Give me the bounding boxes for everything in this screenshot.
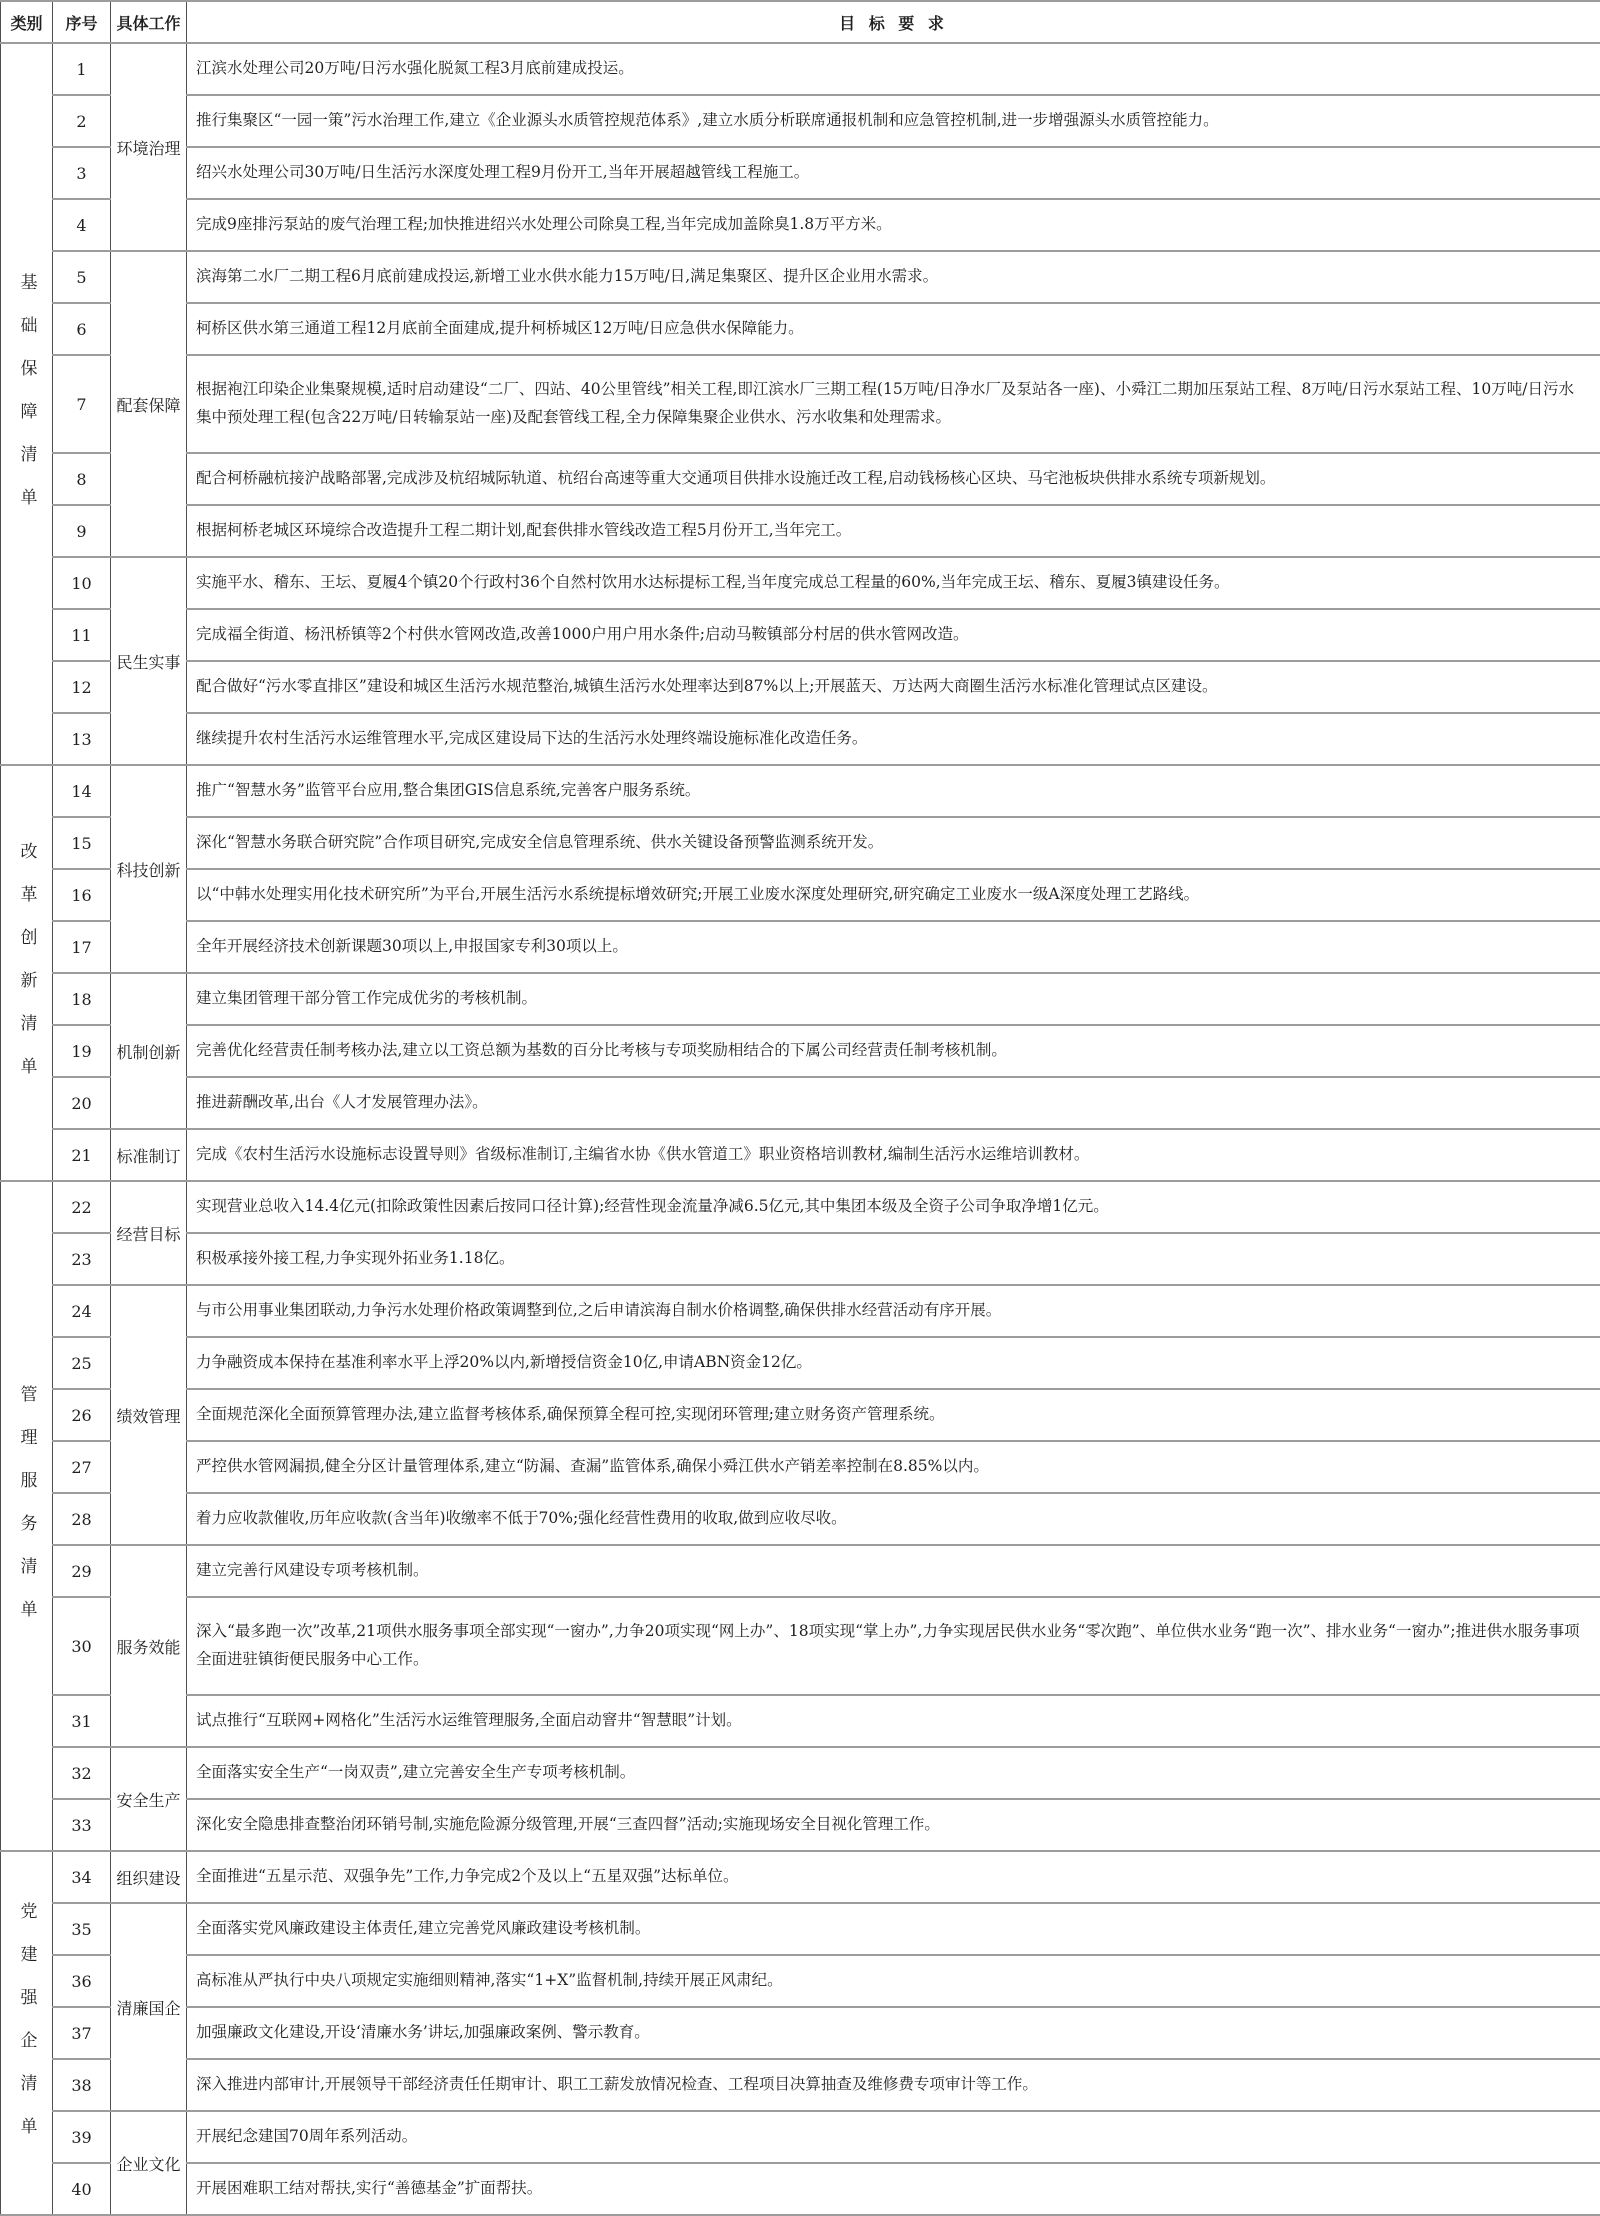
row-number-cell: 17 <box>53 921 111 973</box>
row-number-cell: 25 <box>53 1337 111 1389</box>
target-cell: 全面落实党风廉政建设主体责任,建立完善党风廉政建设考核机制。 <box>187 1903 1600 1955</box>
target-cell: 严控供水管网漏损,健全分区计量管理体系,建立“防漏、查漏”监管体系,确保小舜江供水产销差率控制在8.85%以内。 <box>187 1441 1600 1493</box>
target-cell: 推进薪酬改革,出台《人才发展管理办法》。 <box>187 1077 1600 1129</box>
target-cell: 高标准从严执行中央八项规定实施细则精神,落实“1+X”监督机制,持续开展正风肃纪。 <box>187 1955 1600 2007</box>
table-row <box>1 1077 1600 1129</box>
row-number-cell: 16 <box>53 869 111 921</box>
work-group-cell: 组织建设 <box>111 1851 187 1903</box>
row-number-cell: 4 <box>53 199 111 251</box>
target-cell: 深化“智慧水务联合研究院”合作项目研究,完成安全信息管理系统、供水关键设备预警监测系统开发。 <box>187 817 1600 869</box>
category-label: 党建强企清单 <box>2 1902 52 2160</box>
target-cell: 实现营业总收入14.4亿元(扣除政策性因素后按同口径计算);经营性现金流量净减6.5亿元,其中集团本级及全资子公司争取净增1亿元。 <box>187 1181 1600 1233</box>
target-cell: 以“中韩水处理实用化技术研究所”为平台,开展生活污水系统提标增效研究;开展工业废水深度处理研究,研究确定工业废水一级A深度处理工艺路线。 <box>187 869 1600 921</box>
row-number-cell: 12 <box>53 661 111 713</box>
row-number-cell: 21 <box>53 1129 111 1181</box>
target-cell: 开展困难职工结对帮扶,实行“善德基金”扩面帮扶。 <box>187 2163 1600 2215</box>
table-row <box>1 1441 1600 1493</box>
row-number-cell: 28 <box>53 1493 111 1545</box>
row-number-cell: 10 <box>53 557 111 609</box>
row-number-cell: 23 <box>53 1233 111 1285</box>
row-number-cell: 35 <box>53 1903 111 1955</box>
target-cell: 柯桥区供水第三通道工程12月底前全面建成,提升柯桥城区12万吨/日应急供水保障能力。 <box>187 303 1600 355</box>
table-row <box>1 1493 1600 1545</box>
table-row <box>1 1285 1600 1337</box>
row-number-cell: 19 <box>53 1025 111 1077</box>
target-cell: 建立完善行风建设专项考核机制。 <box>187 1545 1600 1597</box>
row-number-cell: 2 <box>53 95 111 147</box>
target-cell: 深入“最多跑一次”改革,21项供水服务事项全部实现“一窗办”,力争20项实现“网上办”、18项实现“掌上办”,力争实现居民供水业务“零次跑”、单位供水业务“跑一次”、排水业务“一窗办”;推进供水服务事项全面进驻镇街便民服务中心工作。 <box>187 1597 1600 1695</box>
work-group-cell: 环境治理 <box>111 43 187 251</box>
row-number-cell: 6 <box>53 303 111 355</box>
row-number-cell: 14 <box>53 765 111 817</box>
target-cell: 积极承接外接工程,力争实现外拓业务1.18亿。 <box>187 1233 1600 1285</box>
row-number-cell: 30 <box>53 1597 111 1695</box>
row-number-cell: 18 <box>53 973 111 1025</box>
target-cell: 全面规范深化全面预算管理办法,建立监督考核体系,确保预算全程可控,实现闭环管理;建立财务资产管理系统。 <box>187 1389 1600 1441</box>
table-row <box>1 765 1600 817</box>
target-cell: 滨海第二水厂二期工程6月底前建成投运,新增工业水供水能力15万吨/日,满足集聚区、提升区企业用水需求。 <box>187 251 1600 303</box>
table-row <box>1 2163 1600 2215</box>
table-row <box>1 557 1600 609</box>
row-number-cell: 31 <box>53 1695 111 1747</box>
work-group-cell: 经营目标 <box>111 1181 187 1285</box>
target-cell: 江滨水处理公司20万吨/日污水强化脱氮工程3月底前建成投运。 <box>187 43 1600 95</box>
category-cell <box>1 1181 53 1851</box>
table-row <box>1 1955 1600 2007</box>
row-number-cell: 34 <box>53 1851 111 1903</box>
row-number-cell: 32 <box>53 1747 111 1799</box>
target-cell: 试点推行“互联网+网格化”生活污水运维管理服务,全面启动窨井“智慧眼”计划。 <box>187 1695 1600 1747</box>
target-cell: 实施平水、稽东、王坛、夏履4个镇20个行政村36个自然村饮用水达标提标工程,当年度完成总工程量的60%,当年完成王坛、稽东、夏履3镇建设任务。 <box>187 557 1600 609</box>
header-number: 序号 <box>53 1 111 43</box>
row-number-cell: 3 <box>53 147 111 199</box>
target-cell: 继续提升农村生活污水运维管理水平,完成区建设局下达的生活污水处理终端设施标准化改造任务。 <box>187 713 1600 765</box>
table-row <box>1 869 1600 921</box>
work-group-cell: 绩效管理 <box>111 1285 187 1545</box>
table-row <box>1 1851 1600 1903</box>
row-number-cell: 13 <box>53 713 111 765</box>
row-number-cell: 27 <box>53 1441 111 1493</box>
target-cell: 深入推进内部审计,开展领导干部经济责任任期审计、职工工薪发放情况检查、工程项目决算抽查及维修费专项审计等工作。 <box>187 2059 1600 2111</box>
row-number-cell: 7 <box>53 355 111 453</box>
table-row <box>1 973 1600 1025</box>
table-row <box>1 1389 1600 1441</box>
table-row <box>1 147 1600 199</box>
table-row <box>1 43 1600 95</box>
header-target: 目 标 要 求 <box>187 1 1600 43</box>
target-cell: 推行集聚区“一园一策”污水治理工作,建立《企业源头水质管控规范体系》,建立水质分析联席通报机制和应急管控机制,进一步增强源头水质管控能力。 <box>187 95 1600 147</box>
row-number-cell: 11 <box>53 609 111 661</box>
header-row <box>1 1 1600 43</box>
target-cell: 全面推进“五星示范、双强争先”工作,力争完成2个及以上“五星双强”达标单位。 <box>187 1851 1600 1903</box>
row-number-cell: 5 <box>53 251 111 303</box>
table-row <box>1 1695 1600 1747</box>
work-group-cell: 科技创新 <box>111 765 187 973</box>
header-category: 类别 <box>1 1 53 43</box>
target-cell: 着力应收款催收,历年应收款(含当年)收缴率不低于70%;强化经营性费用的收取,做到应收尽收。 <box>187 1493 1600 1545</box>
row-number-cell: 9 <box>53 505 111 557</box>
category-label: 管理服务清单 <box>2 1385 52 1643</box>
row-number-cell: 1 <box>53 43 111 95</box>
table-row <box>1 2111 1600 2163</box>
target-cell: 开展纪念建国70周年系列活动。 <box>187 2111 1600 2163</box>
category-cell <box>1 765 53 1181</box>
table-row <box>1 199 1600 251</box>
category-cell <box>1 1851 53 2215</box>
row-number-cell: 26 <box>53 1389 111 1441</box>
table-row <box>1 1799 1600 1851</box>
row-number-cell: 20 <box>53 1077 111 1129</box>
row-number-cell: 37 <box>53 2007 111 2059</box>
target-cell: 全年开展经济技术创新课题30项以上,申报国家专利30项以上。 <box>187 921 1600 973</box>
table-row <box>1 1181 1600 1233</box>
table-body <box>1 43 1600 2215</box>
target-cell: 与市公用事业集团联动,力争污水处理价格政策调整到位,之后申请滨海自制水价格调整,确保供排水经营活动有序开展。 <box>187 1285 1600 1337</box>
target-cell: 深化安全隐患排查整治闭环销号制,实施危险源分级管理,开展“三查四督”活动;实施现场安全目视化管理工作。 <box>187 1799 1600 1851</box>
target-cell: 配合做好“污水零直排区”建设和城区生活污水规范整治,城镇生活污水处理率达到87%以上;开展蓝天、万达两大商圈生活污水标准化管理试点区建设。 <box>187 661 1600 713</box>
table-row <box>1 1747 1600 1799</box>
table-row <box>1 303 1600 355</box>
target-cell: 全面落实安全生产“一岗双责”,建立完善安全生产专项考核机制。 <box>187 1747 1600 1799</box>
header-work: 具体工作 <box>111 1 187 43</box>
target-cell: 加强廉政文化建设,开设‘清廉水务’讲坛,加强廉政案例、警示教育。 <box>187 2007 1600 2059</box>
work-group-cell: 配套保障 <box>111 251 187 557</box>
table-row <box>1 2059 1600 2111</box>
work-group-cell: 清廉国企 <box>111 1903 187 2111</box>
target-cell: 建立集团管理干部分管工作完成优劣的考核机制。 <box>187 973 1600 1025</box>
category-label: 改革创新清单 <box>2 842 52 1100</box>
target-cell: 完善优化经营责任制考核办法,建立以工资总额为基数的百分比考核与专项奖励相结合的下属公司经营责任制考核机制。 <box>187 1025 1600 1077</box>
table-row <box>1 713 1600 765</box>
table-row <box>1 1597 1600 1695</box>
category-label: 基础保障清单 <box>2 273 52 531</box>
target-cell: 完成福全街道、杨汛桥镇等2个村供水管网改造,改善1000户用户用水条件;启动马鞍镇部分村居的供水管网改造。 <box>187 609 1600 661</box>
table-row <box>1 251 1600 303</box>
table-row <box>1 661 1600 713</box>
work-group-cell: 企业文化 <box>111 2111 187 2215</box>
work-group-cell: 机制创新 <box>111 973 187 1129</box>
row-number-cell: 24 <box>53 1285 111 1337</box>
target-cell: 配合柯桥融杭接沪战略部署,完成涉及杭绍城际轨道、杭绍台高速等重大交通项目供排水设施迁改工程,启动钱杨核心区块、马宅池板块供排水系统专项新规划。 <box>187 453 1600 505</box>
table-row <box>1 609 1600 661</box>
target-cell: 完成《农村生活污水设施标志设置导则》省级标准制订,主编省水协《供水管道工》职业资格培训教材,编制生活污水运维培训教材。 <box>187 1129 1600 1181</box>
target-cell: 推广“智慧水务”监管平台应用,整合集团GIS信息系统,完善客户服务系统。 <box>187 765 1600 817</box>
category-cell <box>1 43 53 765</box>
row-number-cell: 36 <box>53 1955 111 2007</box>
table-row <box>1 1545 1600 1597</box>
row-number-cell: 39 <box>53 2111 111 2163</box>
work-group-cell: 标准制订 <box>111 1129 187 1181</box>
row-number-cell: 8 <box>53 453 111 505</box>
target-cell: 力争融资成本保持在基准利率水平上浮20%以内,新增授信资金10亿,申请ABN资金12亿。 <box>187 1337 1600 1389</box>
row-number-cell: 40 <box>53 2163 111 2215</box>
table-row <box>1 505 1600 557</box>
table-row <box>1 1337 1600 1389</box>
table-row <box>1 2007 1600 2059</box>
table-row <box>1 355 1600 453</box>
row-number-cell: 15 <box>53 817 111 869</box>
table-row <box>1 453 1600 505</box>
row-number-cell: 38 <box>53 2059 111 2111</box>
work-group-cell: 安全生产 <box>111 1747 187 1851</box>
target-cell: 绍兴水处理公司30万吨/日生活污水深度处理工程9月份开工,当年开展超越管线工程施工。 <box>187 147 1600 199</box>
target-cell: 根据柯桥老城区环境综合改造提升工程二期计划,配套供排水管线改造工程5月份开工,当年完工。 <box>187 505 1600 557</box>
table-row <box>1 1025 1600 1077</box>
table-row <box>1 921 1600 973</box>
table-row <box>1 817 1600 869</box>
table-row <box>1 1129 1600 1181</box>
work-group-cell: 民生实事 <box>111 557 187 765</box>
work-group-cell: 服务效能 <box>111 1545 187 1747</box>
row-number-cell: 29 <box>53 1545 111 1597</box>
table-row <box>1 1233 1600 1285</box>
target-cell: 根据袍江印染企业集聚规模,适时启动建设“二厂、四站、40公里管线”相关工程,即江滨水厂三期工程(15万吨/日净水厂及泵站各一座)、小舜江二期加压泵站工程、8万吨/日污水泵站工程、10万吨/日污水集中预处理工程(包含22万吨/日转输泵站一座)及配套管线工程,全力保障集聚企业供水、污水收集和处理需求。 <box>187 355 1600 453</box>
table-row <box>1 95 1600 147</box>
table-row <box>1 1903 1600 1955</box>
row-number-cell: 33 <box>53 1799 111 1851</box>
target-cell: 完成9座排污泵站的废气治理工程;加快推进绍兴水处理公司除臭工程,当年完成加盖除臭1.8万平方米。 <box>187 199 1600 251</box>
row-number-cell: 22 <box>53 1181 111 1233</box>
